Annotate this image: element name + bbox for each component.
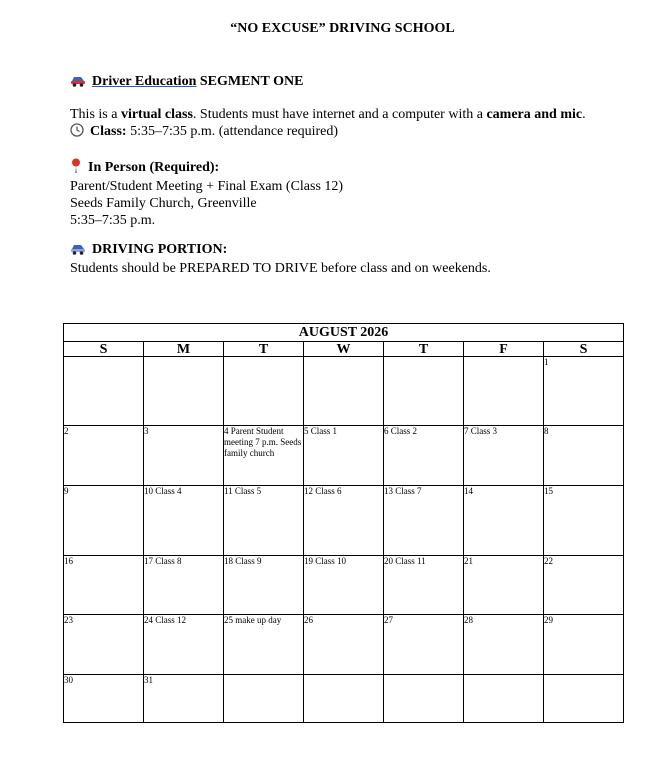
- calendar-day: [464, 675, 544, 723]
- virtual-class-info: [70, 106, 586, 142]
- class-time: 5:35–7:35 p.m. (attendance required): [126, 124, 339, 139]
- calendar-day: 4 Parent Student meeting 7 p.m. Seeds family church: [224, 426, 304, 486]
- in-person-line-3: 5:35–7:35 p.m.: [70, 213, 156, 228]
- day-header: T: [224, 342, 304, 357]
- calendar-day: 26: [304, 615, 384, 675]
- day-header: F: [464, 342, 544, 357]
- calendar-week: [64, 486, 624, 556]
- calendar-day: 25 make up day: [224, 615, 304, 675]
- calendar-day: 20 Class 11: [384, 556, 464, 615]
- calendar-day: 23: [64, 615, 144, 675]
- in-person-line-2: Seeds Family Church, Greenville: [70, 196, 257, 211]
- calendar-day: [304, 675, 384, 723]
- calendar-day: 22: [544, 556, 624, 615]
- driver-education-link[interactable]: Driver Education: [92, 74, 197, 89]
- calendar-day: 8: [544, 426, 624, 486]
- calendar-day: 6 Class 2: [384, 426, 464, 486]
- calendar-day: 1: [544, 357, 624, 426]
- calendar-week: [64, 556, 624, 615]
- calendar-day: 2: [64, 426, 144, 486]
- day-header: T: [384, 342, 464, 357]
- page-title: “NO EXCUSE” DRIVING SCHOOL: [230, 21, 455, 36]
- calendar-day: 30: [64, 675, 144, 723]
- calendar-day: 9: [64, 486, 144, 556]
- calendar-day: 21: [464, 556, 544, 615]
- calendar-day: 18 Class 9: [224, 556, 304, 615]
- segment-one-label: SEGMENT ONE: [196, 74, 304, 89]
- calendar-day: 24 Class 12: [144, 615, 224, 675]
- calendar-day: 28: [464, 615, 544, 675]
- class-label: Class:: [90, 124, 127, 139]
- car-icon: [70, 75, 86, 92]
- calendar-day: 5 Class 1: [304, 426, 384, 486]
- driving-line: Students should be PREPARED TO DRIVE before class and on weekends.: [70, 261, 491, 276]
- calendar-week: [64, 675, 624, 723]
- calendar-day: 12 Class 6: [304, 486, 384, 556]
- day-header: M: [144, 342, 224, 357]
- calendar-day: [224, 357, 304, 426]
- calendar-week: [64, 426, 624, 486]
- calendar-day: 14: [464, 486, 544, 556]
- calendar-day: 29: [544, 615, 624, 675]
- calendar-day: [384, 675, 464, 723]
- day-header: S: [544, 342, 624, 357]
- calendar-day: 10 Class 4: [144, 486, 224, 556]
- calendar-day: 15: [544, 486, 624, 556]
- calendar-day: 13 Class 7: [384, 486, 464, 556]
- calendar-day: [464, 357, 544, 426]
- day-header: S: [64, 342, 144, 357]
- calendar-day: [384, 357, 464, 426]
- class-time-line: [70, 123, 586, 142]
- calendar-day: 16: [64, 556, 144, 615]
- calendar-day: [144, 357, 224, 426]
- calendar-month: AUGUST 2026: [64, 324, 624, 342]
- in-person-heading: In Person (Required):: [70, 158, 343, 178]
- calendar-day: 19 Class 10: [304, 556, 384, 615]
- in-person-line-1: Parent/Student Meeting + Final Exam (Class 12): [70, 179, 344, 194]
- calendar-day: 3: [144, 426, 224, 486]
- in-person-info: [70, 158, 343, 229]
- calendar-week: [64, 615, 624, 675]
- calendar-day: 7 Class 3: [464, 426, 544, 486]
- day-header: W: [304, 342, 384, 357]
- calendar-day: [64, 357, 144, 426]
- calendar-week: [64, 357, 624, 426]
- calendar-day: [224, 675, 304, 723]
- clock-icon: [70, 123, 84, 142]
- driving-portion-info: [70, 241, 491, 277]
- driving-heading: DRIVING PORTION:: [70, 241, 491, 260]
- august-calendar: [63, 323, 624, 723]
- calendar-day: [304, 357, 384, 426]
- calendar-day: 11 Class 5: [224, 486, 304, 556]
- virtual-line: This is a virtual class. Students must have internet and a computer with a camera and mic.: [70, 107, 586, 122]
- calendar-day: 17 Class 8: [144, 556, 224, 615]
- segment-heading: [70, 73, 303, 92]
- calendar-day: [544, 675, 624, 723]
- calendar-day: 27: [384, 615, 464, 675]
- pushpin-icon: [70, 158, 82, 178]
- car-icon: [70, 243, 86, 260]
- calendar-day: 31: [144, 675, 224, 723]
